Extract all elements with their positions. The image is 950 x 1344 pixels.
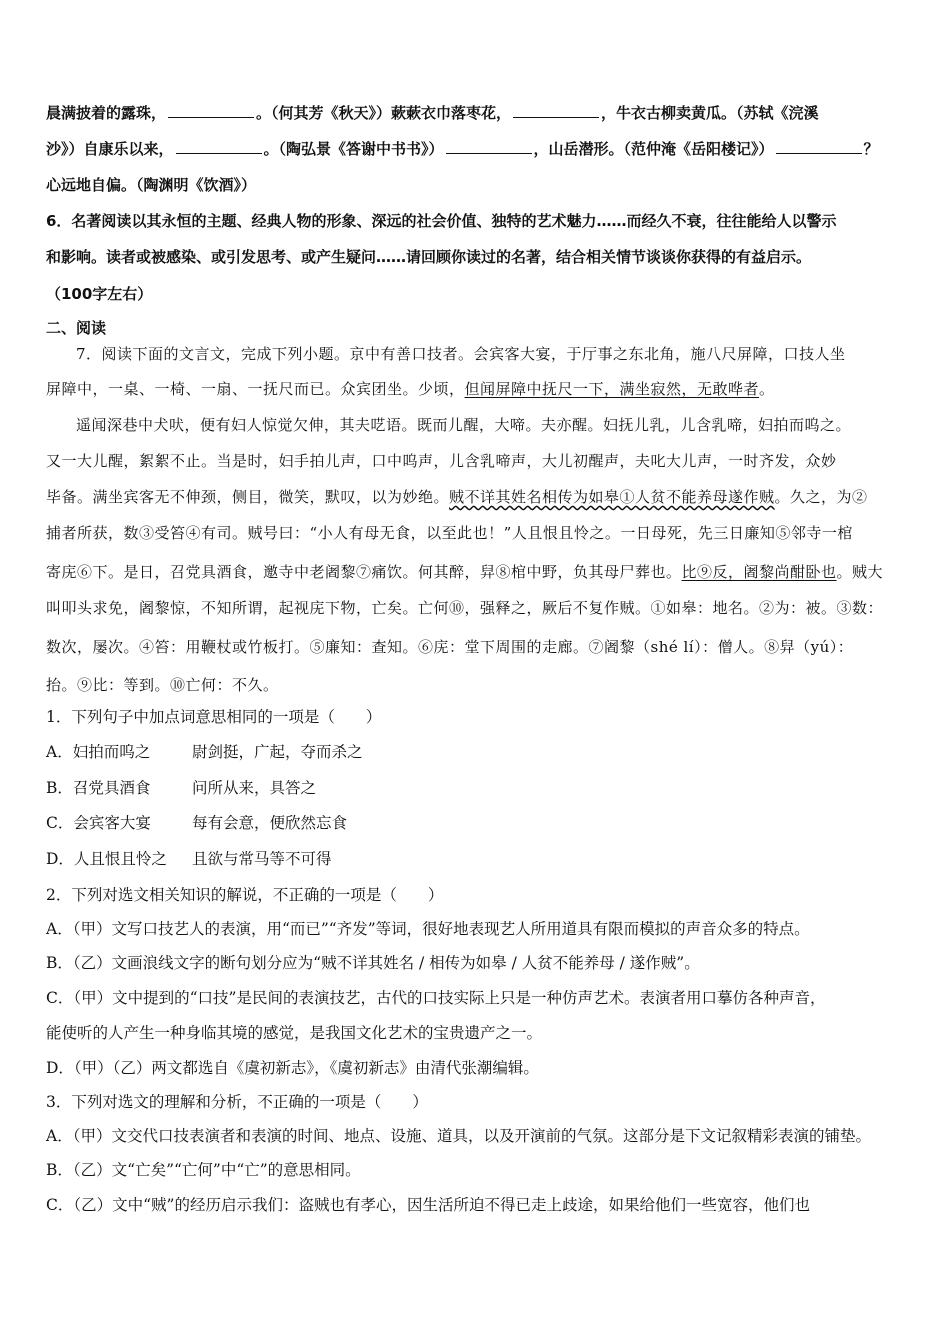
text: 。久之，为② <box>774 488 868 506</box>
option-left: D．人且恨且怜之 <box>46 850 167 868</box>
text: 。 <box>759 380 775 398</box>
text: 寄庑⑥下。是日，召党具酒食，邀寺中老阇黎⑦痛饮。何其醉，舁⑧棺中野，负其母尸葬也。 <box>46 563 682 581</box>
text: ？ <box>863 140 879 158</box>
sub3-option-b[interactable]: B．（乙）文“亡矣”“亡何”中“亡”的意思相同。 <box>46 1161 361 1179</box>
wavy-underlined-text: 贼不详其姓名相传为如皋①人贫不能养母遂作贼 <box>449 488 775 506</box>
underlined-text: 比⑨反，阇黎尚酣卧也 <box>681 563 837 581</box>
sub1-option-a[interactable] <box>46 741 363 763</box>
text: 沙》）自康乐以来， <box>46 140 174 158</box>
underlined-text: 但闻屏障中抚尺一下，满坐寂然，无敢哗者 <box>464 380 760 398</box>
sub2-option-d[interactable]: D．（甲）（乙）两文都选自《虞初新志》，《虞初新志》由清代张潮编辑。 <box>46 1059 539 1077</box>
sub2-option-b[interactable]: B．（乙）文画浪线文字的断句划分应为“贼不详其姓名 / 相传为如皋 / 人贫不能养母 / 遂作贼”。 <box>46 954 700 972</box>
q7-p2-line-6: 叫叩头求免，阇黎惊，不知所谓，起视庑下物，亡矣。亡何⑩，强释之，厥后不复作贼。①如皋：地名。②为：被。③数： <box>46 599 884 617</box>
text: 屏障中，一桌、一椅、一扇、一抚尺而已。众宾团坐。少顷， <box>46 380 465 398</box>
q7-p2-line-4: 捕者所获，数③受笞④有司。贼号曰：“小人有母无食，以至此也！”人且恨且怜之。一日母死，先三日廉知⑤邻寺一棺 <box>46 524 853 542</box>
section-heading: 二、阅读 <box>46 319 107 337</box>
fill-line-1 <box>46 101 819 124</box>
answer-blank[interactable] <box>776 137 862 154</box>
sub2-option-c-cont: 能使听的人产生一种身临其境的感觉，是我国文化艺术的宝贵遗产之一。 <box>46 1024 543 1042</box>
q6-line-2: 和影响。读者或被感染、或引发思考、或产生疑问……请回顾你读过的名著，结合相关情节谈谈你获得的有益启示。 <box>46 248 812 266</box>
q6-line-3: （100字左右） <box>46 285 153 303</box>
option-left: B．召党具酒食 <box>46 779 151 797</box>
option-right: 且欲与常马等不可得 <box>192 850 332 868</box>
sub1-stem: 1．下列句子中加点词意思相同的一项是（ ） <box>46 708 382 726</box>
sub2-option-a[interactable]: A．（甲）文写口技艺人的表演，用“而已”“齐发”等词，很好地表现艺人所用道具有限而模拟的声音众多的特点。 <box>46 920 810 938</box>
sub2-option-c[interactable]: C．（甲）文中提到的“口技”是民间的表演技艺，古代的口技实际上只是一种仿声艺术。表演者用口摹仿各种声音， <box>46 989 826 1007</box>
fill-line-2 <box>46 137 879 160</box>
text: 晨满披着的露珠， <box>46 104 167 122</box>
text: ，山岳潜形。（范仲淹《岳阳楼记》） <box>533 140 774 158</box>
q7-p2-line-5 <box>46 561 883 583</box>
sub3-stem: 3．下列对选文的理解和分析，不正确的一项是（ ） <box>46 1093 428 1111</box>
fill-line-3: 心远地自偏。（陶渊明《饮酒》） <box>46 176 257 194</box>
q6-line-1: 6．名著阅读以其永恒的主题、经典人物的形象、深远的社会价值、独特的艺术魅力……而经久不衰，往往能给人以警示 <box>46 212 837 230</box>
answer-blank[interactable] <box>176 137 262 154</box>
answer-blank[interactable] <box>168 101 254 118</box>
sub3-option-a[interactable]: A．（甲）文交代口技表演者和表演的时间、地点、设施、道具，以及开演前的气氛。这部分是下文记叙精彩表演的铺垫。 <box>46 1127 871 1145</box>
q7-p2-line-1: 遥闻深巷中犬吠，便有妇人惊觉欠伸，其夫呓语。既而儿醒，大啼。夫亦醒。妇抚儿乳，儿含乳啼，妇拍而呜之。 <box>76 416 852 434</box>
q7-p2-line-8: 抬。⑨比：等到。⑩亡何：不久。 <box>46 676 279 694</box>
answer-blank[interactable] <box>513 101 599 118</box>
sub1-option-b[interactable] <box>46 777 316 799</box>
sub2-stem: 2．下列对选文相关知识的解说，不正确的一项是（ ） <box>46 886 444 904</box>
sub3-option-c[interactable]: C．（乙）文中“贼”的经历启示我们：盗贼也有孝心，因生活所迫不得已走上歧途，如果给他们一些宽容，他们也 <box>46 1196 810 1214</box>
option-left: A．妇拍而呜之 <box>46 743 151 761</box>
q7-p2-line-3 <box>46 486 868 508</box>
q7-p2-line-2: 又一大儿醒，絮絮不止。当是时，妇手拍儿声，口中呜声，儿含乳啼声，大儿初醒声，夫叱大儿声，一时齐发，众妙 <box>46 452 837 470</box>
text: 。（陶弘景《答谢中书书》） <box>263 140 444 158</box>
text: 。（何其芳《秋天》）蔌蔌衣巾落枣花， <box>256 104 512 122</box>
option-right: 每有会意，便欣然忘食 <box>192 814 348 832</box>
option-right: 问所从来，具答之 <box>192 779 317 797</box>
option-left: C．会宾客大宴 <box>46 814 151 832</box>
q7-line-2 <box>46 378 775 400</box>
q7-line-1: 7．阅读下面的文言文，完成下列小题。京中有善口技者。会宾客大宴，于厅事之东北角，施八尺屏障，口技人坐 <box>76 345 846 363</box>
text: ，牛衣古柳卖黄瓜。（苏轼《浣溪 <box>601 104 819 122</box>
option-right: 尉剑挺，广起，夺而杀之 <box>192 743 363 761</box>
sub1-option-d[interactable] <box>46 848 332 870</box>
sub1-option-c[interactable] <box>46 812 347 834</box>
answer-blank[interactable] <box>446 137 532 154</box>
text: 毕备。满坐宾客无不伸颈，侧目，微笑，默叹，以为妙绝。 <box>46 488 450 506</box>
text: 。贼大 <box>836 563 884 581</box>
q7-p2-line-7: 数次，屡次。④笞：用鞭杖或竹板打。⑤廉知：查知。⑥庑：堂下周围的走廊。⑦阇黎（shé lí）：僧人。⑧舁（yú）： <box>46 638 854 656</box>
